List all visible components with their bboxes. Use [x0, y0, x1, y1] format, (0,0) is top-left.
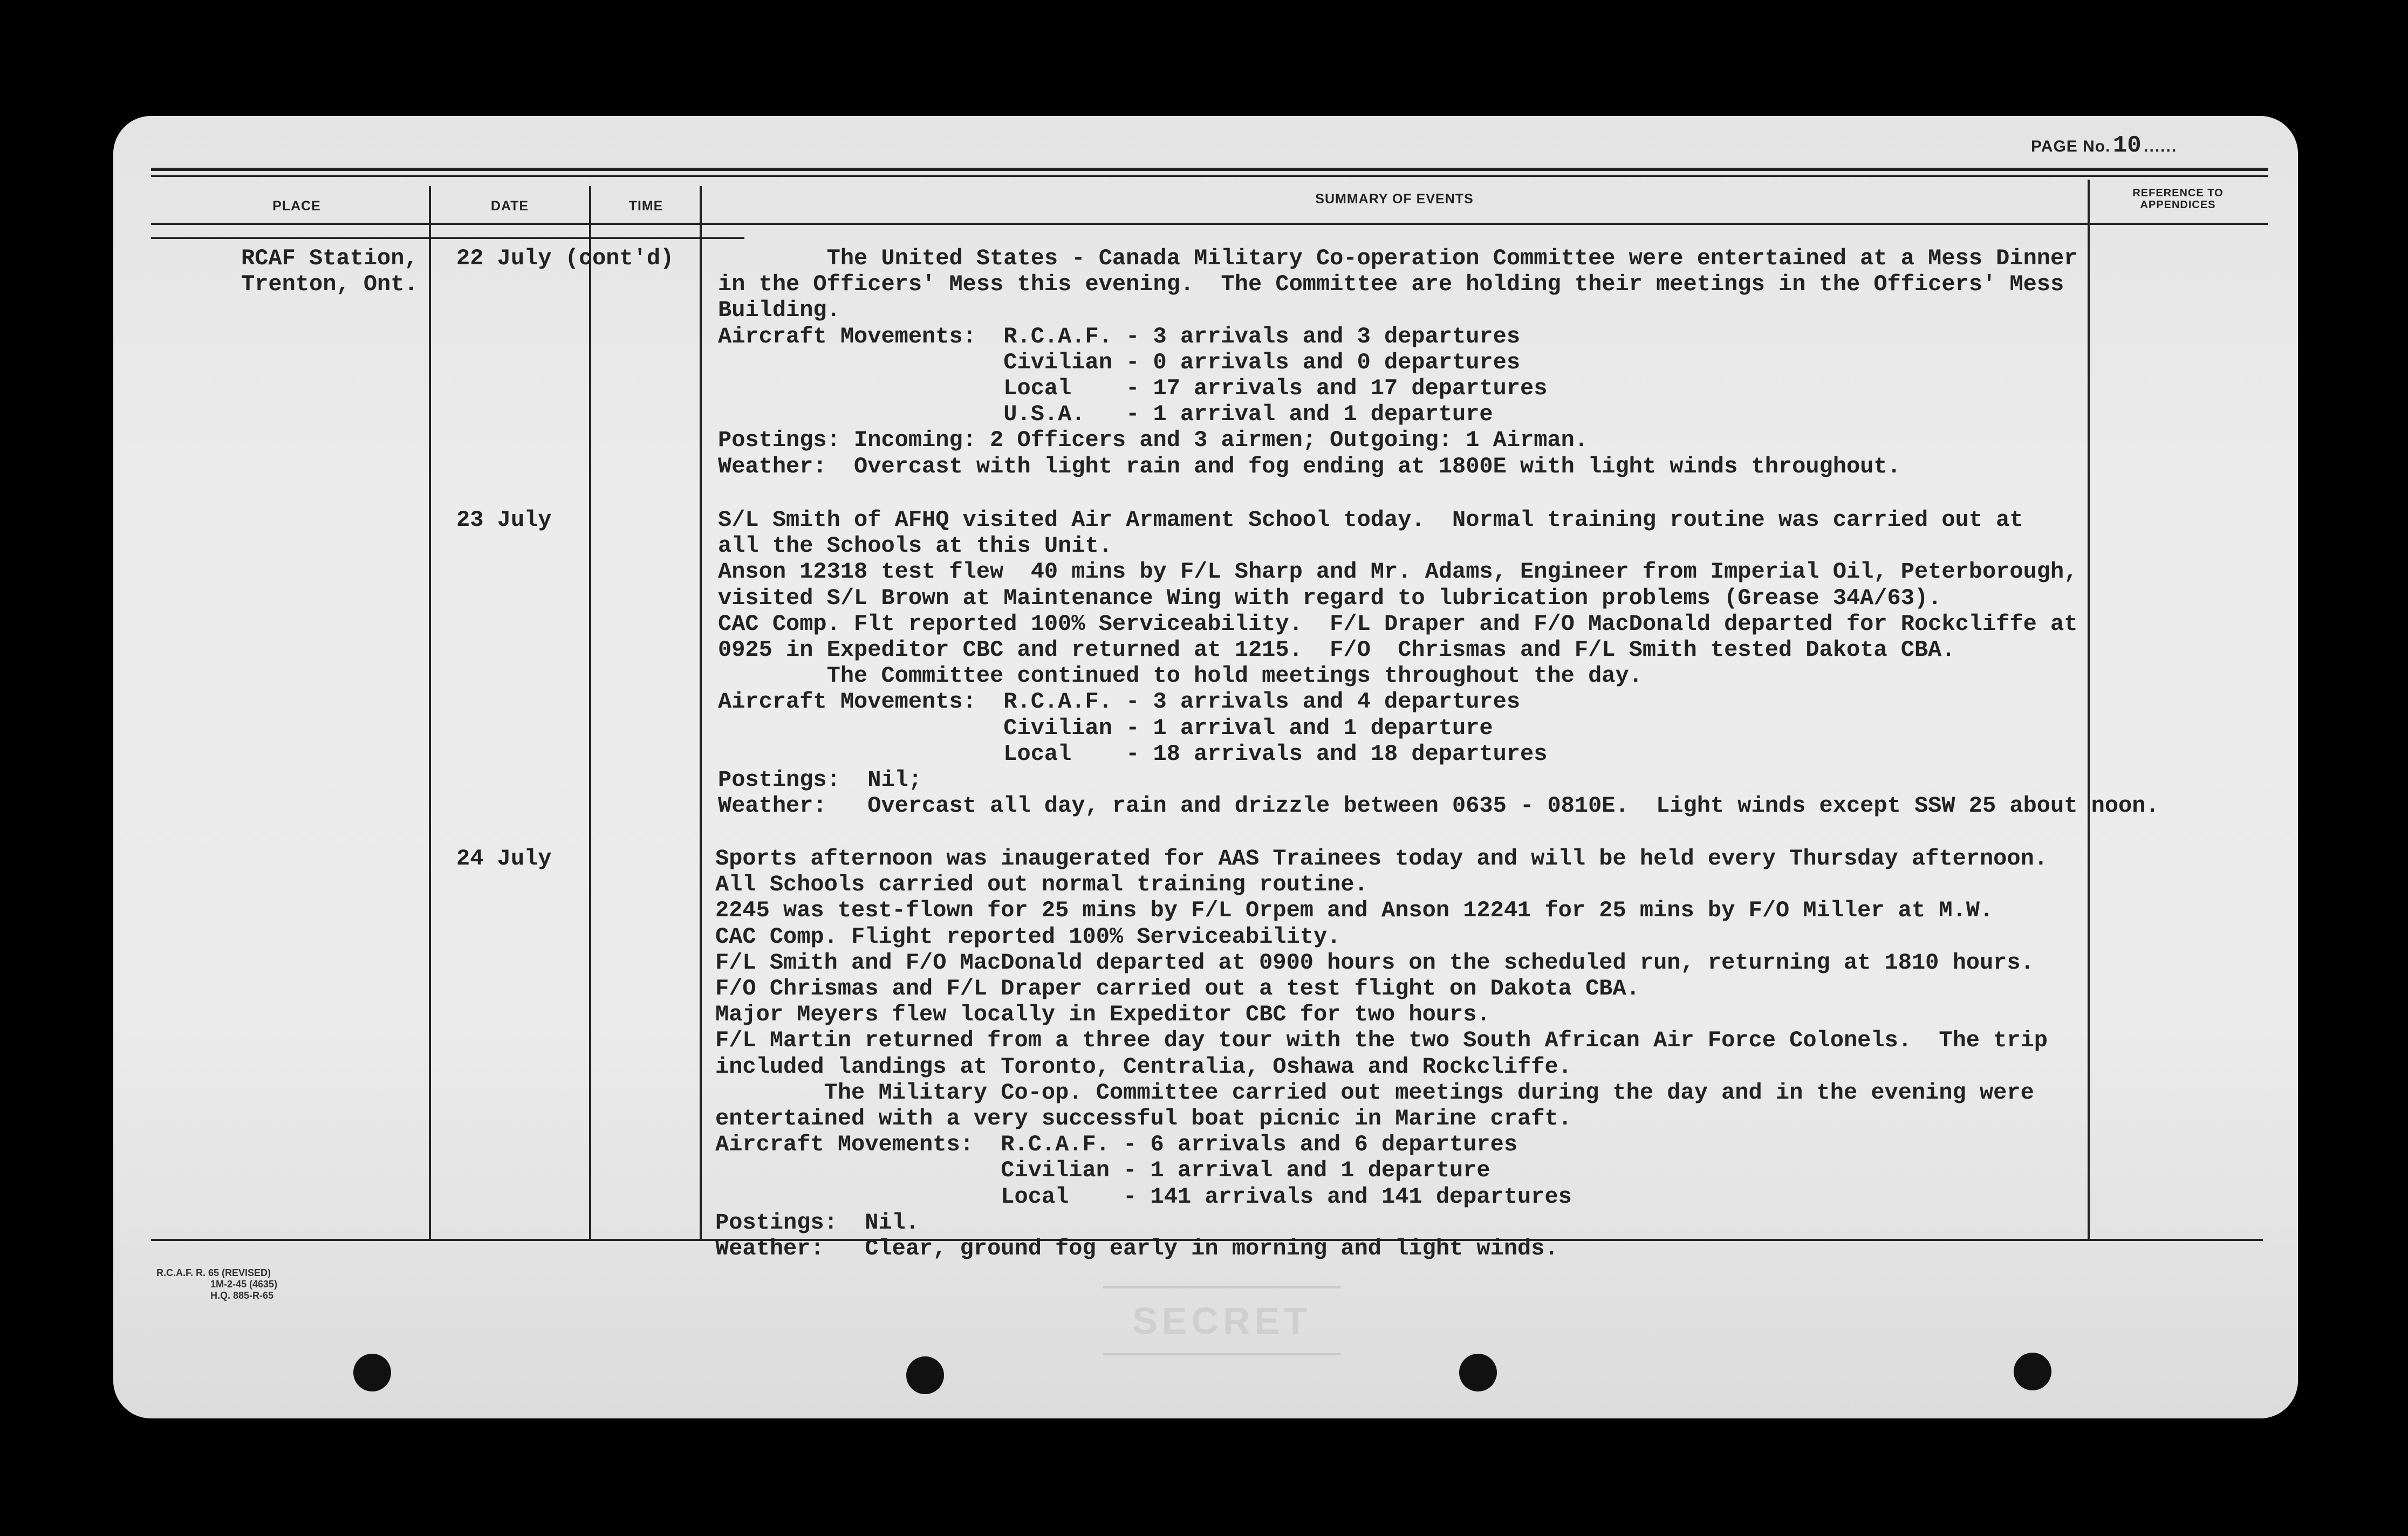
header-rule: [151, 223, 2268, 225]
place-cell: RCAF Station, Trenton, Ont.: [241, 245, 418, 298]
binder-hole-1: [353, 1354, 391, 1391]
header-time: TIME: [628, 198, 663, 214]
header-rule-lower: [151, 237, 744, 239]
summary-entry-2: S/L Smith of AFHQ visited Air Armament School today. Normal training routine was carried out at all the Schools at this Unit. Anson 12318 test flew 40 mins by F/L Sharp and Mr. Adams, Engineer from Imperial Oil, Peterborough, visited S/L Brown at Maintenance Wing with regard to lubrication problems (Grease 34A/63). CAC Comp. Flt reported 100% Serviceability. F/L Draper and F/O MacDonald departed for Rockcliffe at 0925 in Expeditor CBC and returned at 1215. F/O Chrismas and F/L Smith tested Dakota CBA. The Committee continued to hold meetings throughout the day. Aircraft Movements: R.C.A.F. - 3 arrivals and 4 departures Civilian - 1 arrival and 1 departure Local - 18 arrivals and 18 departures Postings: Nil; Weather: Overcast all day, rain and drizzle between 0635 - 0810E. Light winds except SSW 25 about noon.: [718, 507, 2159, 819]
header-reference-line2: APPENDICES: [2140, 199, 2216, 211]
divider-date-time: [589, 186, 591, 1240]
divider-place-date: [429, 186, 431, 1240]
page-number-value: 10: [2112, 132, 2142, 159]
header-place: PLACE: [272, 198, 321, 214]
top-rule-thin: [151, 175, 2268, 177]
date-entry-2: 23 July: [456, 507, 552, 533]
binder-hole-2: [906, 1356, 944, 1394]
header-summary: SUMMARY OF EVENTS: [1315, 191, 1474, 207]
form-identifier-line2: 1M-2-45 (4635): [210, 1279, 278, 1290]
record-sheet: [113, 116, 2298, 1418]
faded-stamp: SECRET: [1103, 1286, 1340, 1355]
summary-entry-1: The United States - Canada Military Co-operation Committee were entertained at a Mess Dinner in the Officers' Mess this evening. The Committee are holding their meetings in the Officers' Mess Building. Aircraft Movements: R.C.A.F. - 3 arrivals and 3 departures Civilian - 0 arrivals and 0 departures Local - 17 arrivals and 17 departures U.S.A. - 1 arrival and 1 departure Postings: Incoming: 2 Officers and 3 airmen; Outgoing: 1 Airman. Weather: Overcast with light rain and fog ending at 1800E with light winds throughout.: [718, 245, 2078, 479]
summary-entry-3: Sports afternoon was inaugerated for AAS Trainees today and will be held every Thursday afternoon. All Schools carried out normal training routine. 2245 was test-flown for 25 mins by F/L Orpem and Anson 12241 for 25 mins by F/O Miller at M.W. CAC Comp. Flight reported 100% Serviceability. F/L Smith and F/O MacDonald departed at 0900 hours on the scheduled run, returning at 1810 hours. F/O Chrismas and F/L Draper carried out a test flight on Dakota CBA. Major Meyers flew locally in Expeditor CBC for two hours. F/L Martin returned from a three day tour with the two South African Air Force Colonels. The trip included landings at Toronto, Centralia, Oshawa and Rockcliffe. The Military Co-op. Committee carried out meetings during the day and in the evening were entertained with a very successful boat picnic in Marine craft. Aircraft Movements: R.C.A.F. - 6 arrivals and 6 departures Civilian - 1 arrival and 1 departure Local - 141 arrivals and 141 departures Postings: Nil. Weather: Clear, ground fog early in morning and light winds.: [715, 846, 2048, 1262]
page-number: [2031, 132, 2177, 159]
binder-hole-3: [1459, 1354, 1497, 1391]
header-reference: [2096, 187, 2260, 211]
header-date: DATE: [490, 198, 529, 214]
form-identifier: [156, 1267, 277, 1301]
binder-hole-4: [2014, 1353, 2051, 1390]
divider-time-summary: [700, 186, 702, 1240]
date-entry-1: 22 July (cont'd): [456, 245, 674, 271]
form-identifier-line3: H.Q. 885-R-65: [210, 1290, 274, 1301]
header-reference-line1: REFERENCE TO: [2132, 187, 2224, 199]
form-identifier-line1: R.C.A.F. R. 65 (REVISED): [156, 1267, 271, 1278]
page-number-label: PAGE No.: [2031, 138, 2111, 155]
top-rule-thick: [151, 168, 2268, 171]
date-entry-3: 24 July: [456, 846, 552, 872]
page-number-dots: ......: [2144, 138, 2178, 155]
